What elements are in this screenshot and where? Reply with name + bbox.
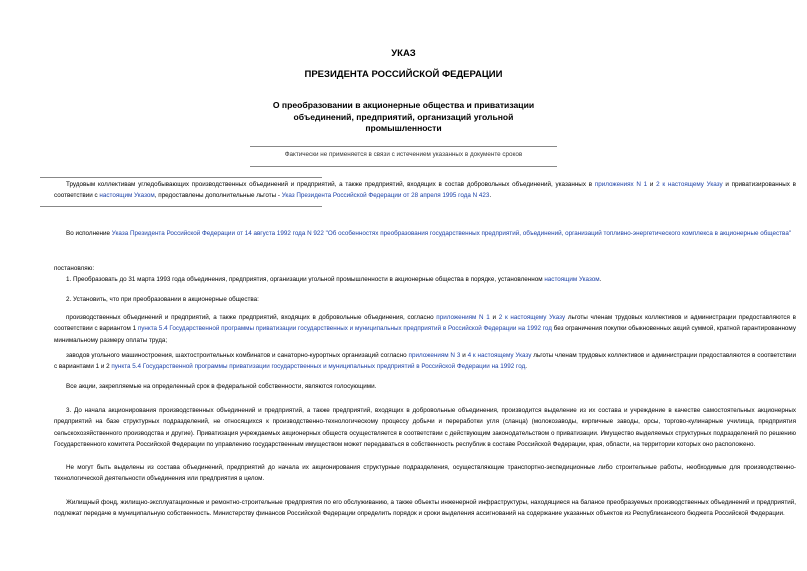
comment-divider-top: [40, 177, 322, 178]
link-appendix-1[interactable]: приложениях N 1: [594, 181, 648, 188]
clause-2-item-1: производственных объединений и предприятий, а также предприятий, входящих в добровольные объединения, согласно приложениям N 1 и 2 к настоящему Указу льготы членам трудовых коллективов и администрации предоставляются в соответствии с вариантом 1 пункта 5.4 Государственной программы приватизации государственных и муниципальных предприятий в Российской Федерации на 1992 год без ограничения покупки обыкновенных акций суммой, кратной гарантированному минимальному размеру оплаты труда;: [54, 314, 797, 344]
editor-comment: Трудовым коллективам угледобывающих производственных объединений и предприятий, а также предприятий, входящих в состав добровольных объединений, указанных в приложениях N 1 и 2 к настоящему Указу и приватизированных в соответствии с настоящим Указом, предоставлены дополнительные льготы - Указ Президента Российской Федерации от 28 апреля 1995 года N 423.: [54, 181, 796, 200]
link-appendix-3[interactable]: приложениям N 3: [408, 352, 461, 359]
divider-top: [250, 146, 557, 147]
link-appendix-1b[interactable]: приложениям N 1: [436, 314, 490, 321]
doc-subject: [0, 100, 807, 135]
link-appendix-4[interactable]: 4 к настоящему Указу: [467, 352, 532, 359]
link-this-decree-2[interactable]: настоящим Указом: [544, 276, 600, 283]
link-this-decree[interactable]: настоящим Указом: [99, 192, 155, 200]
link-program-5-4b[interactable]: пункта 5.4 Государственной программы приватизации государственных и муниципальных предприятий в Российской Федерации на 1992 год: [111, 363, 526, 371]
clause-1: 1. Преобразовать до 31 марта 1993 года объединения, предприятия, организации угольной промышленности в акционерные общества в порядке, установленном настоящим Указом.: [66, 276, 602, 283]
doc-title: УКАЗ: [391, 48, 416, 59]
clause-3: 3. До начала акционирования производственных объединений и предприятий, а также предприятий, входящих в добровольные объединения, производится выделение из их состава и учреждение в качестве самостоятельных акционерных предприятий на базе структурных подразделений, не относящихся к производственно-технологическому процессу добычи и переработки угля (сланца) (молокозаводы, кирпичные заводы, орсы, торгово-кулинарные училища, предприятия сельскохозяйственного производства и другие). Приватизация учреждаемых акционерных обществ осуществляется в соответствии с действующим законодательством о приватизации. Имущество выделяемых структурных подразделений по решению Государственного комитета Российской Федерации по управлению государственным имуществом может передаваться в собственность республик в составе Российской Федерации, края, области, на территории которых оно расположено.: [54, 407, 796, 449]
clause-3-housing: Жилищный фонд, жилищно-эксплуатационные и ремонтно-строительные предприятия по его обслуживанию, а также объекты инженерной инфраструктуры, находящиеся на балансе преобразуемых производственных объединений и предприятий, подлежат передаче в муниципальную собственность. Министерству финансов Российской Федерации определить порядок и сроки выделения ассигнований на содержание указанных объектов из Республиканского бюджета Российской Федерации.: [54, 499, 796, 518]
divider-bottom: [250, 166, 557, 167]
link-appendix-2[interactable]: 2 к настоящему Указу: [656, 181, 723, 188]
clause-2-voting-shares: Все акции, закрепляемые на определенный срок в федеральной собственности, являются голосующими.: [66, 383, 377, 390]
doc-issuer: ПРЕЗИДЕНТА РОССИЙСКОЙ ФЕДЕРАЦИИ: [304, 69, 503, 80]
doc-subject-line3: промышленности: [365, 123, 442, 133]
clause-2: 2. Установить, что при преобразовании в акционерные общества:: [66, 296, 259, 303]
link-decree-922[interactable]: Указа Президента Российской Федерации от 14 августа 1992 года N 922 "Об особенностях преобразования государственных предприятий, объединений, организаций топливно-энергетического комплекса в акционерные общества": [111, 230, 792, 237]
link-decree-423[interactable]: Указ Президента Российской Федерации от 28 апреля 1995 года N 423: [281, 192, 490, 200]
preamble: Во исполнение Указа Президента Российской Федерации от 14 августа 1992 года N 922 "Об особенностях преобразования государственных предприятий, объединений, организаций топливно-энергетического комплекса в акционерные общества": [66, 230, 792, 237]
doc-subject-line2: объединений, предприятий, организаций угольной: [293, 111, 514, 122]
status-note: Фактически не применяется в связи с истечением указанных в документе сроков: [284, 151, 523, 158]
clause-3-transport: Не могут быть выделены из состава объединений, предприятий до начала их акционирования структурные подразделения, осуществляющие транспортно-экспедиционные либо строительные работы, необходимые для производственно-технологической деятельности объединения или предприятия в целом.: [54, 464, 796, 483]
doc-subject-line1: О преобразовании в акционерные общества и приватизации: [272, 100, 535, 110]
link-program-5-4[interactable]: пункта 5.4 Государственной программы приватизации государственных и муниципальных предприятий в Российской Федерации на 1992 год: [137, 325, 552, 333]
link-appendix-2b[interactable]: 2 к настоящему Указу: [498, 314, 566, 321]
clause-2-item-2: заводов угольного машиностроения, шахтостроительных комбинатов и санаторно-курортных организаций согласно приложениям N 3 и 4 к настоящему Указу льготы членам трудовых коллективов и администрации предоставляются в соответствии с вариантами 1 и 2 пункта 5.4 Государственной программы приватизации государственных и муниципальных предприятий в Российской Федерации на 1992 год.: [54, 352, 796, 371]
comment-divider-bottom: [40, 206, 322, 207]
decree-word: постановляю:: [54, 265, 95, 272]
